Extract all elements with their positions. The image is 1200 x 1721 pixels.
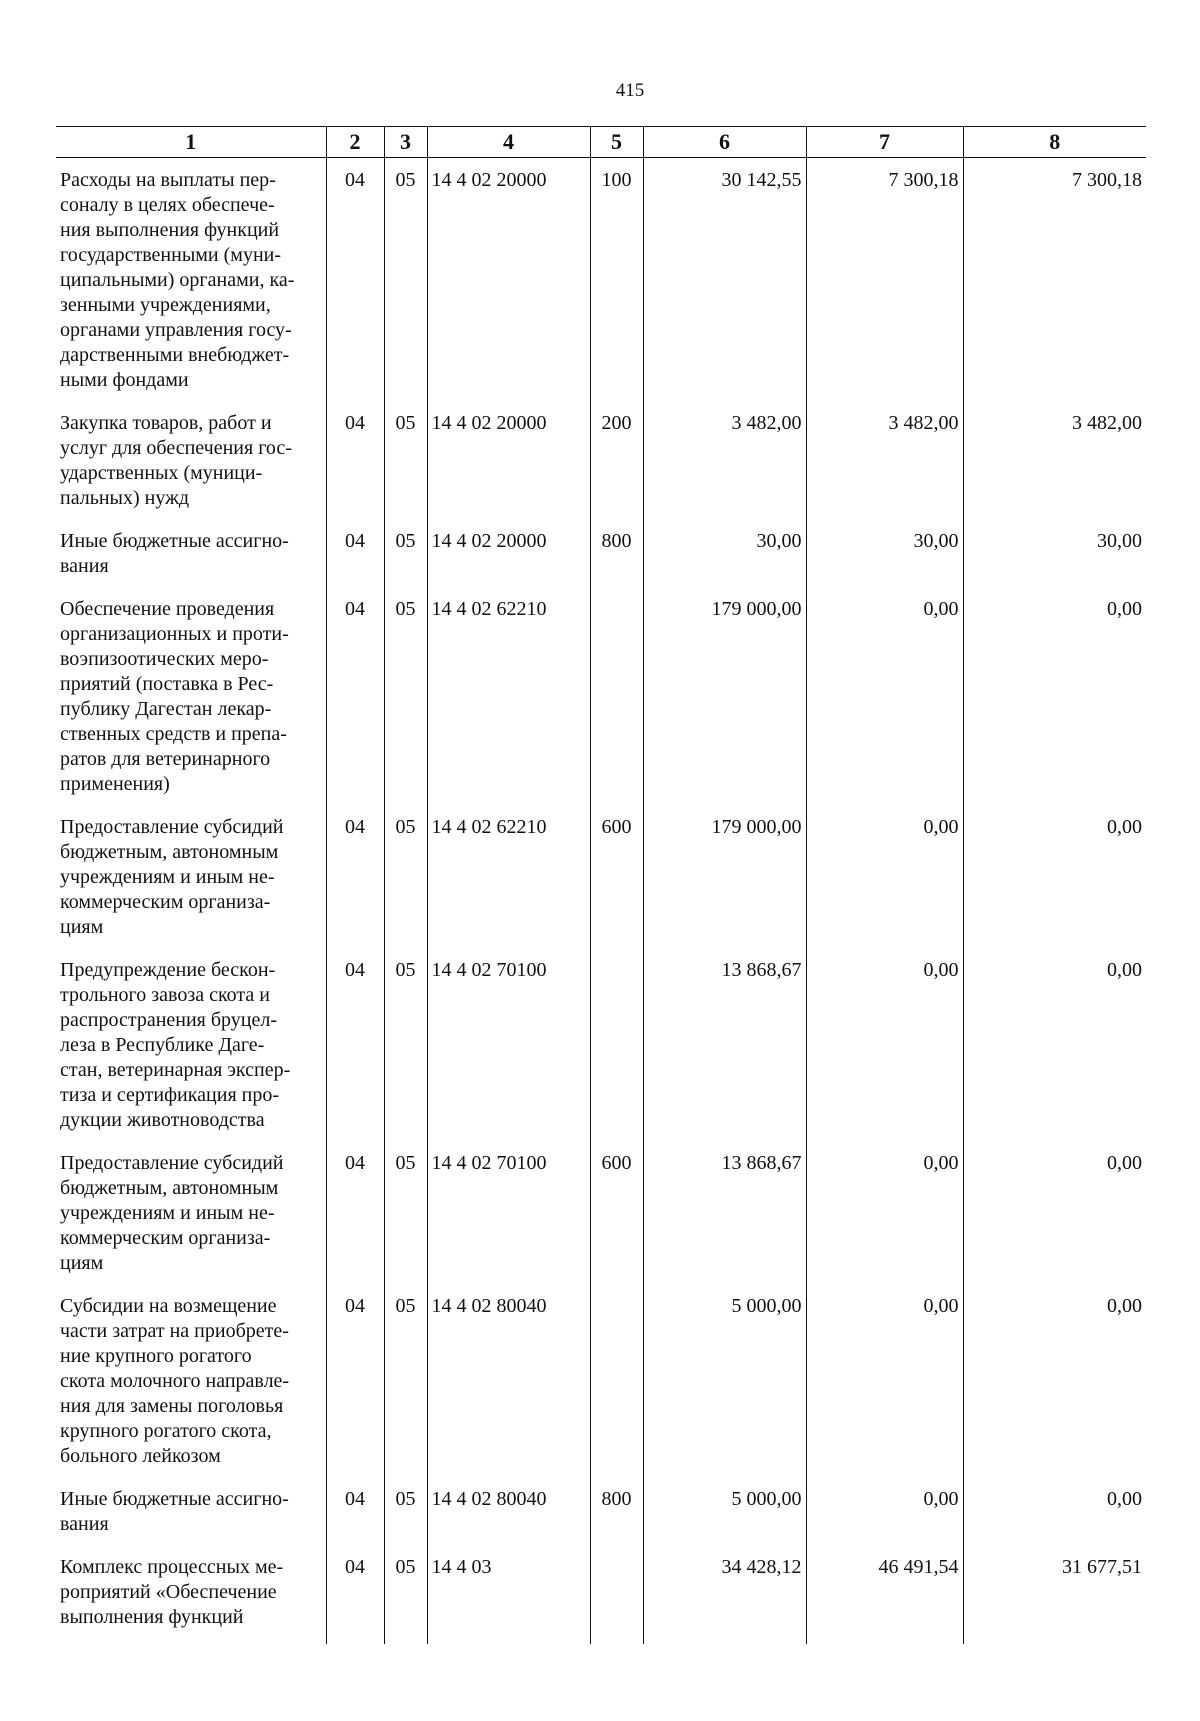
- expense-type-cell: [590, 954, 643, 1147]
- section-code-cell: 04: [326, 525, 384, 593]
- expense-name-cell: Обеспечение проведения организационных и проти- воэпизоотических меро- приятий (поставка в Рес- публику Дагестан лекар- ственных средств и препа- ратов для ветеринарного применения): [60, 598, 289, 795]
- subsection-code-cell: 05: [384, 1147, 427, 1290]
- amount-year1-cell: 34 428,12: [643, 1551, 806, 1644]
- table-row: [56, 1147, 1146, 1290]
- expense-name-cell: Комплекс процессных ме- роприятий «Обеспечение выполнения функций: [60, 1556, 284, 1628]
- amount-year3-cell: 0,00: [963, 593, 1146, 811]
- expense-name-cell: Иные бюджетные ассигно- вания: [60, 530, 289, 577]
- amount-year2-cell: 30,00: [806, 525, 963, 593]
- amount-year3-cell: 3 482,00: [963, 407, 1146, 525]
- amount-year1-cell: 13 868,67: [643, 1147, 806, 1290]
- expense-type-cell: 600: [590, 811, 643, 954]
- expense-type-cell: 100: [590, 158, 643, 408]
- target-article-cell: 14 4 02 80040: [427, 1483, 590, 1551]
- amount-year3-cell: 0,00: [963, 1147, 1146, 1290]
- column-header: 3: [384, 127, 427, 158]
- expense-name-cell: Предупреждение бескон- трольного завоза скота и распространения бруцел- леза в Республике Даге- стан, ветеринарная экспер- тиза и сертификация про- дукции животноводства: [60, 959, 291, 1131]
- table-row: [56, 1290, 1146, 1483]
- expense-type-cell: 600: [590, 1147, 643, 1290]
- amount-year2-cell: 0,00: [806, 593, 963, 811]
- section-code-cell: 04: [326, 1290, 384, 1483]
- table-row: [56, 954, 1146, 1147]
- table-row: [56, 593, 1146, 811]
- section-code-cell: 04: [326, 593, 384, 811]
- amount-year1-cell: 179 000,00: [643, 811, 806, 954]
- expense-type-cell: [590, 1290, 643, 1483]
- section-code-cell: 04: [326, 954, 384, 1147]
- expense-name-cell: Предоставление субсидий бюджетным, автономным учреждениям и иным не- коммерческим организа- циям: [60, 1152, 284, 1274]
- column-header: 7: [806, 127, 963, 158]
- target-article-cell: 14 4 02 70100: [427, 1147, 590, 1290]
- subsection-code-cell: 05: [384, 1483, 427, 1551]
- amount-year3-cell: 0,00: [963, 811, 1146, 954]
- subsection-code-cell: 05: [384, 954, 427, 1147]
- target-article-cell: 14 4 03: [427, 1551, 590, 1644]
- table-row: [56, 407, 1146, 525]
- amount-year3-cell: 31 677,51: [963, 1551, 1146, 1644]
- amount-year2-cell: 0,00: [806, 1147, 963, 1290]
- amount-year1-cell: 5 000,00: [643, 1483, 806, 1551]
- target-article-cell: 14 4 02 80040: [427, 1290, 590, 1483]
- expense-name-cell: Иные бюджетные ассигно- вания: [60, 1488, 289, 1535]
- column-header: 5: [590, 127, 643, 158]
- section-code-cell: 04: [326, 158, 384, 408]
- target-article-cell: 14 4 02 70100: [427, 954, 590, 1147]
- amount-year2-cell: 3 482,00: [806, 407, 963, 525]
- amount-year1-cell: 3 482,00: [643, 407, 806, 525]
- subsection-code-cell: 05: [384, 407, 427, 525]
- expense-type-cell: 800: [590, 525, 643, 593]
- table-row: [56, 158, 1146, 408]
- target-article-cell: 14 4 02 62210: [427, 593, 590, 811]
- expense-type-cell: 800: [590, 1483, 643, 1551]
- subsection-code-cell: 05: [384, 1290, 427, 1483]
- column-header: 1: [56, 127, 326, 158]
- subsection-code-cell: 05: [384, 593, 427, 811]
- amount-year1-cell: 30,00: [643, 525, 806, 593]
- section-code-cell: 04: [326, 407, 384, 525]
- amount-year1-cell: 30 142,55: [643, 158, 806, 408]
- column-header: 2: [326, 127, 384, 158]
- amount-year3-cell: 0,00: [963, 1290, 1146, 1483]
- table-row: [56, 811, 1146, 954]
- expense-name-cell: Расходы на выплаты пер- соналу в целях обеспече- ния выполнения функций государственными (муни- ципальными) органами, ка- зенными учреждениями, органами управления госу- дарственными внебюджет- ными фондами: [60, 169, 295, 391]
- table-row: [56, 1551, 1146, 1644]
- budget-table: [56, 126, 1146, 1644]
- expense-type-cell: [590, 1551, 643, 1644]
- expense-name-cell: Субсидии на возмещение части затрат на приобрете- ние крупного рогатого скота молочного направле- ния для замены поголовья крупного рогатого скота, больного лейкозом: [60, 1295, 290, 1467]
- subsection-code-cell: 05: [384, 1551, 427, 1644]
- section-code-cell: 04: [326, 1147, 384, 1290]
- amount-year3-cell: 7 300,18: [963, 158, 1146, 408]
- amount-year2-cell: 46 491,54: [806, 1551, 963, 1644]
- amount-year1-cell: 5 000,00: [643, 1290, 806, 1483]
- amount-year3-cell: 30,00: [963, 525, 1146, 593]
- expense-name-cell: Предоставление субсидий бюджетным, автономным учреждениям и иным не- коммерческим организа- циям: [60, 816, 284, 938]
- target-article-cell: 14 4 02 20000: [427, 525, 590, 593]
- section-code-cell: 04: [326, 1483, 384, 1551]
- amount-year3-cell: 0,00: [963, 954, 1146, 1147]
- header-row: [56, 127, 1146, 158]
- amount-year2-cell: 0,00: [806, 1290, 963, 1483]
- amount-year1-cell: 13 868,67: [643, 954, 806, 1147]
- target-article-cell: 14 4 02 20000: [427, 158, 590, 408]
- page-number: 415: [615, 80, 645, 101]
- expense-type-cell: 200: [590, 407, 643, 525]
- amount-year2-cell: 0,00: [806, 954, 963, 1147]
- section-code-cell: 04: [326, 1551, 384, 1644]
- section-code-cell: 04: [326, 811, 384, 954]
- table-row: [56, 525, 1146, 593]
- subsection-code-cell: 05: [384, 811, 427, 954]
- subsection-code-cell: 05: [384, 158, 427, 408]
- table-row: [56, 1483, 1146, 1551]
- target-article-cell: 14 4 02 62210: [427, 811, 590, 954]
- column-header: 4: [427, 127, 590, 158]
- table-body: [56, 158, 1146, 1645]
- target-article-cell: 14 4 02 20000: [427, 407, 590, 525]
- amount-year2-cell: 7 300,18: [806, 158, 963, 408]
- amount-year3-cell: 0,00: [963, 1483, 1146, 1551]
- expense-type-cell: [590, 593, 643, 811]
- amount-year2-cell: 0,00: [806, 1483, 963, 1551]
- expense-name-cell: Закупка товаров, работ и услуг для обеспечения гос- ударственных (муници- пальных) нужд: [60, 412, 292, 509]
- column-header: 8: [963, 127, 1146, 158]
- column-header: 6: [643, 127, 806, 158]
- subsection-code-cell: 05: [384, 525, 427, 593]
- amount-year1-cell: 179 000,00: [643, 593, 806, 811]
- amount-year2-cell: 0,00: [806, 811, 963, 954]
